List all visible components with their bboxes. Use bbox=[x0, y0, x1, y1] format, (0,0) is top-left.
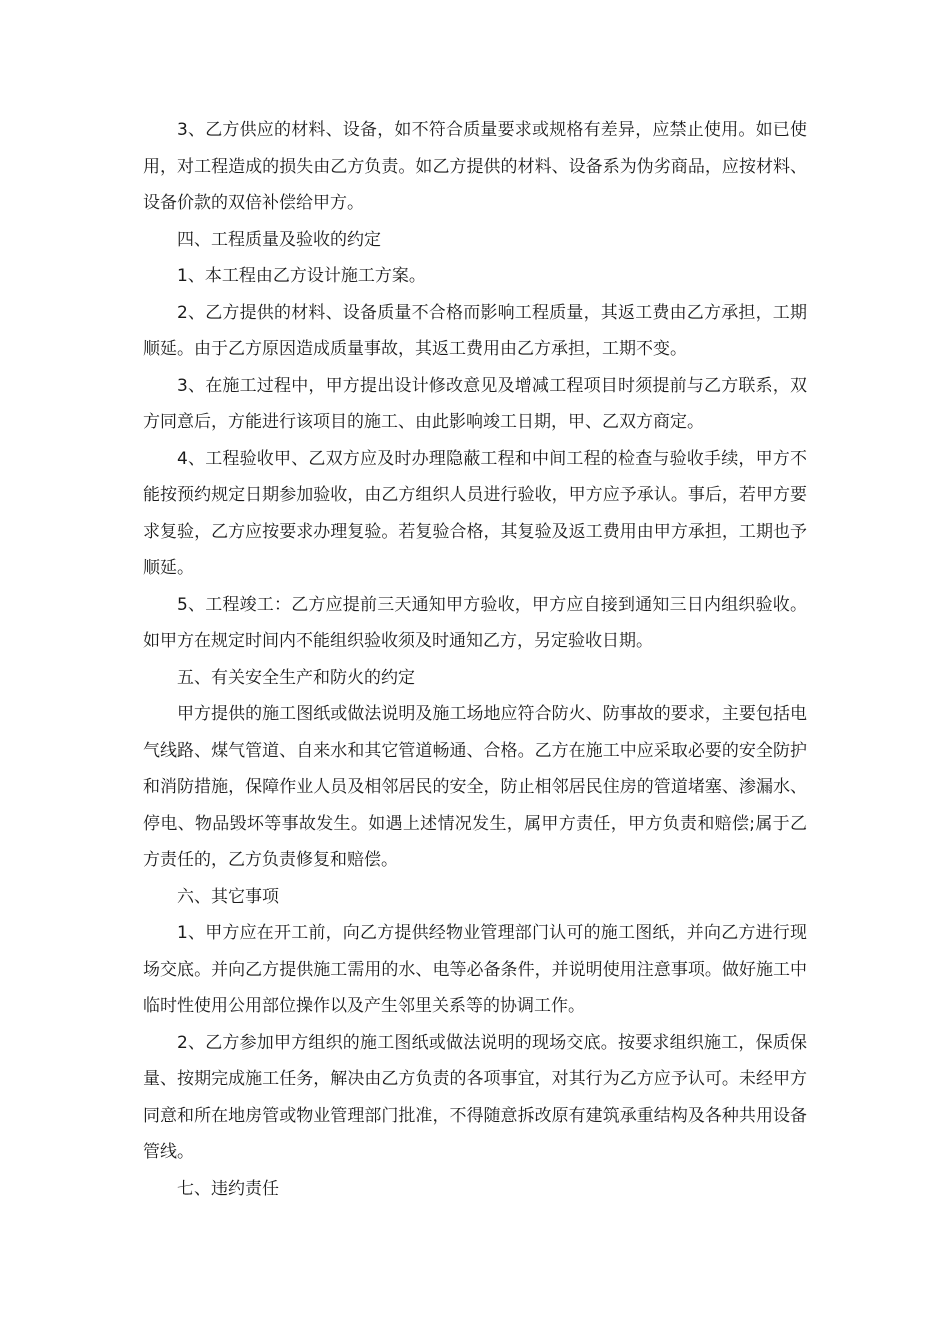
section-heading-quality: 四、工程质量及验收的约定 bbox=[177, 229, 381, 250]
document-page bbox=[143, 112, 807, 1207]
other-clause-1: 1、甲方应在开工前，向乙方提供经物业管理部门认可的施工图纸，并向乙方进行现场交底。并向乙方提供施工需用的水、电等必备条件，并说明使用注意事项。做好施工中临时性使用公用部位操作以及产生邻里关系等的协调工作。 bbox=[143, 923, 807, 1016]
other-clause-2: 2、乙方参加甲方组织的施工图纸或做法说明的现场交底。按要求组织施工，保质保量、按期完成施工任务，解决由乙方负责的各项事宜，对其行为乙方应予认可。未经甲方同意和所在地房管或物业管理部门批准，不得随意拆改原有建筑承重结构及各种共用设备管线。 bbox=[143, 1032, 807, 1162]
section-heading-other: 六、其它事项 bbox=[177, 886, 279, 907]
quality-clause-2: 2、乙方提供的材料、设备质量不合格而影响工程质量，其返工费由乙方承担，工期顺延。由于乙方原因造成质量事故，其返工费用由乙方承担，工期不变。 bbox=[143, 302, 807, 359]
quality-clause-3: 3、在施工过程中，甲方提出设计修改意见及增减工程项目时须提前与乙方联系，双方同意后，方能进行该项目的施工、由此影响竣工日期，甲、乙双方商定。 bbox=[143, 375, 807, 432]
quality-clause-5: 5、工程竣工：乙方应提前三天通知甲方验收，甲方应自接到通知三日内组织验收。如甲方在规定时间内不能组织验收须及时通知乙方，另定验收日期。 bbox=[143, 594, 807, 651]
quality-clause-1: 1、本工程由乙方设计施工方案。 bbox=[177, 266, 426, 286]
safety-clause: 甲方提供的施工图纸或做法说明及施工场地应符合防火、防事故的要求，主要包括电气线路、煤气管道、自来水和其它管道畅通、合格。乙方在施工中应采取必要的安全防护和消防措施，保障作业人员及相邻居民的安全，防止相邻居民住房的管道堵塞、渗漏水、停电、物品毁坏等事故发生。如遇上述情况发生，属甲方责任，甲方负责和赔偿;属于乙方责任的，乙方负责修复和赔偿。 bbox=[143, 704, 807, 870]
quality-clause-4: 4、工程验收甲、乙双方应及时办理隐蔽工程和中间工程的检查与验收手续，甲方不能按预约规定日期参加验收，由乙方组织人员进行验收，甲方应予承认。事后，若甲方要求复验，乙方应按要求办理复验。若复验合格，其复验及返工费用由甲方承担，工期也予顺延。 bbox=[143, 448, 807, 578]
section-heading-safety: 五、有关安全生产和防火的约定 bbox=[177, 667, 415, 688]
section-heading-liability: 七、违约责任 bbox=[177, 1178, 279, 1199]
clause-3-materials: 3、乙方供应的材料、设备，如不符合质量要求或规格有差异，应禁止使用。如已使用，对工程造成的损失由乙方负责。如乙方提供的材料、设备系为伪劣商品，应按材料、设备价款的双倍补偿给甲方。 bbox=[143, 120, 807, 213]
